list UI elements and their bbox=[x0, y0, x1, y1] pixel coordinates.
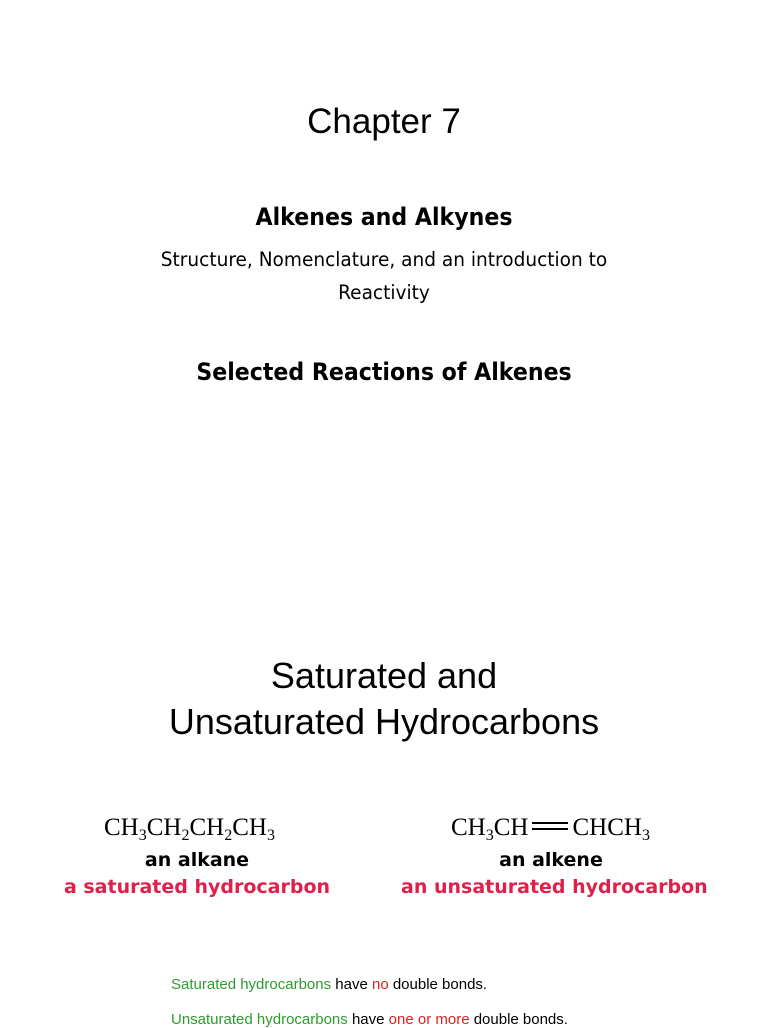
section-heading: Selected Reactions of Alkenes bbox=[196, 358, 572, 386]
slide-hydrocarbons bbox=[0, 585, 768, 1028]
slide-title-line2: Unsaturated Hydrocarbons bbox=[168, 701, 600, 742]
plain-text: have bbox=[347, 1011, 389, 1028]
alkene-formula bbox=[451, 814, 650, 842]
unsaturated-label: an unsaturated hydrocarbon bbox=[401, 876, 708, 898]
plain-text: double bonds. bbox=[469, 1011, 568, 1028]
formula-subscript: 3 bbox=[485, 827, 494, 844]
term-red: one or more bbox=[388, 1011, 470, 1028]
formula-atom: CHCH bbox=[572, 814, 642, 841]
formula-subscript: 3 bbox=[138, 827, 147, 844]
formula-atom: CH bbox=[104, 814, 139, 841]
saturated-label: a saturated hydrocarbon bbox=[63, 876, 331, 898]
formula-subscript: 3 bbox=[266, 827, 275, 844]
term-red: no bbox=[371, 976, 389, 993]
alkane-label: an alkane bbox=[144, 849, 250, 871]
topic-subtitle: Structure, Nomenclature, and an introduction to Reactivity bbox=[160, 248, 608, 304]
plain-text: double bonds. bbox=[388, 976, 488, 993]
term-green: Saturated hydrocarbons bbox=[171, 976, 332, 993]
topic-heading: Alkenes and Alkynes bbox=[255, 203, 513, 231]
unsaturated-definition bbox=[171, 1011, 568, 1028]
formula-subscript: 2 bbox=[181, 827, 190, 844]
alkene-label: an alkene bbox=[499, 849, 603, 871]
formula-atom: CH bbox=[146, 814, 182, 841]
formula-atom: CH bbox=[493, 814, 529, 841]
term-green: Unsaturated hydrocarbons bbox=[171, 1011, 348, 1028]
slide-title-line1: Saturated and bbox=[270, 655, 498, 696]
formula-atom: CH bbox=[451, 814, 486, 841]
plain-text: have bbox=[331, 976, 372, 993]
double-bond-symbol bbox=[532, 822, 568, 830]
chapter-title: Chapter 7 bbox=[307, 102, 461, 141]
formula-atom: CH bbox=[232, 814, 267, 841]
alkane-formula bbox=[104, 814, 275, 842]
formula-subscript: 2 bbox=[224, 827, 233, 844]
saturated-definition bbox=[171, 976, 487, 993]
formula-atom: CH bbox=[189, 814, 225, 841]
slide-title bbox=[0, 653, 768, 745]
formula-subscript: 3 bbox=[641, 827, 650, 844]
